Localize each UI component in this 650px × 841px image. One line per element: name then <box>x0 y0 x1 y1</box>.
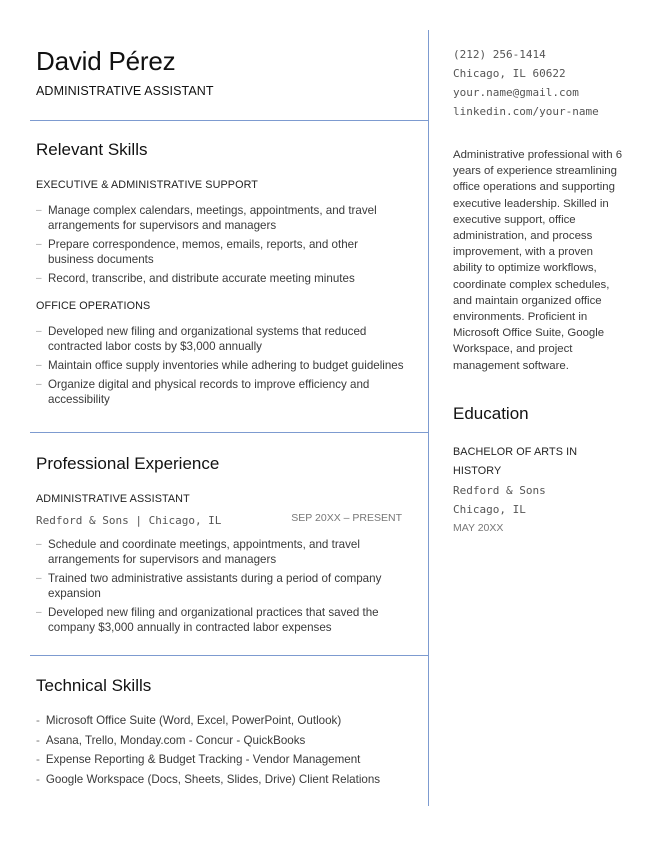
phone-number: (212) 256-1414 <box>453 48 546 61</box>
section-heading: Professional Experience <box>36 454 220 473</box>
candidate-title: ADMINISTRATIVE ASSISTANT <box>36 84 214 98</box>
experience-section <box>36 454 406 639</box>
list-item: – Developed new filing and organizational practices that saved the company $3,000 annually in contracted labor expenses <box>36 605 406 635</box>
list-item: - Microsoft Office Suite (Word, Excel, PowerPoint, Outlook) <box>36 714 342 727</box>
degree-line: HISTORY <box>453 465 502 477</box>
skill-group-title: EXECUTIVE & ADMINISTRATIVE SUPPORT <box>36 179 258 191</box>
relevant-skills-section <box>36 140 406 411</box>
list-item: – Maintain office supply inventories while adhering to budget guidelines <box>36 358 406 373</box>
degree-line: BACHELOR OF ARTS IN <box>453 446 578 458</box>
list-item: – Developed new filing and organizational systems that reduced contracted labor costs by $3,000 annually <box>36 324 406 354</box>
contact-block <box>453 45 623 121</box>
section-heading: Education <box>453 404 529 423</box>
section-divider <box>30 655 428 656</box>
list-item: – Schedule and coordinate meetings, appointments, and travel arrangements for supervisors and managers <box>36 537 406 567</box>
graduation-date: MAY 20XX <box>453 522 504 534</box>
job-bullets <box>36 537 406 635</box>
technical-skills-section <box>36 676 406 789</box>
email-address: your.name@gmail.com <box>453 86 579 99</box>
job-company: Redford & Sons | Chicago, IL <box>36 514 222 527</box>
technical-skill-list <box>36 711 406 789</box>
list-item: – Record, transcribe, and distribute accurate meeting minutes <box>36 271 406 286</box>
skill-group-title: OFFICE OPERATIONS <box>36 300 151 312</box>
list-item: - Google Workspace (Docs, Sheets, Slides, Drive) Client Relations <box>36 772 381 786</box>
section-divider <box>30 120 428 121</box>
professional-summary: Administrative professional with 6 years of experience streamlining office operations and supporting executive leadership. Skilled in executive support, office administration, and process improvement, with a proven ability to optimize workflows, coordinate complex schedules, and maintain organized office environments. Proficient in Microsoft Office Suite, Google Workspace, and project management software. <box>453 149 623 372</box>
school-city: Chicago, IL <box>453 503 526 516</box>
list-item: – Prepare correspondence, memos, emails, reports, and other business documents <box>36 237 406 267</box>
job-title: ADMINISTRATIVE ASSISTANT <box>36 493 190 505</box>
skill-list <box>36 324 406 407</box>
list-item: – Manage complex calendars, meetings, appointments, and travel arrangements for supervisors and managers <box>36 203 406 233</box>
column-divider <box>428 30 429 806</box>
section-heading: Relevant Skills <box>36 140 148 159</box>
list-item: – Organize digital and physical records to improve efficiency and accessibility <box>36 377 406 407</box>
job-dates: SEP 20XX – PRESENT <box>291 512 402 524</box>
list-item: - Expense Reporting & Budget Tracking - Vendor Management <box>36 753 361 766</box>
school-name: Redford & Sons <box>453 484 546 497</box>
list-item: - Asana, Trello, Monday.com - Concur - QuickBooks <box>36 733 306 747</box>
skill-list <box>36 203 406 286</box>
candidate-name: David Pérez <box>36 46 176 76</box>
location: Chicago, IL 60622 <box>453 67 566 80</box>
section-divider <box>30 432 428 433</box>
linkedin-url: linkedin.com/your-name <box>453 105 599 118</box>
list-item: – Trained two administrative assistants during a period of company expansion <box>36 571 406 601</box>
education-section <box>453 404 623 538</box>
section-heading: Technical Skills <box>36 676 152 695</box>
